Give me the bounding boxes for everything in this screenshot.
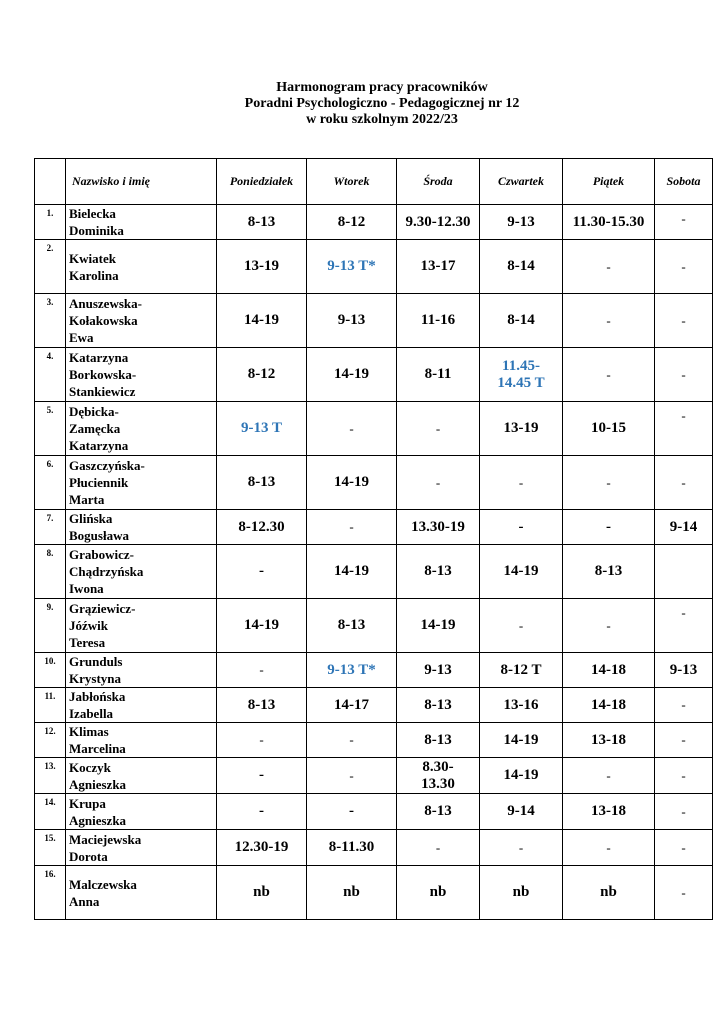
schedule-cell xyxy=(307,688,397,723)
table-row xyxy=(35,723,713,758)
cell-text: - xyxy=(518,518,524,535)
name-line: Kołakowska xyxy=(69,313,138,328)
table-row xyxy=(35,402,713,456)
schedule-cell xyxy=(563,294,655,348)
cell-text: 8-13 xyxy=(424,803,452,819)
name-line: Teresa xyxy=(69,635,106,650)
cell-text: 14-19 xyxy=(503,767,539,783)
row-number: 1. xyxy=(35,205,66,240)
cell-text: - xyxy=(259,563,264,579)
header-cell: Nazwisko i imię xyxy=(66,159,217,205)
name-line: Anuszewska- xyxy=(69,296,142,311)
schedule-cell xyxy=(397,510,480,545)
name-line: Grąziewicz- xyxy=(69,601,136,616)
schedule-cell xyxy=(397,830,480,866)
schedule-cell xyxy=(217,510,307,545)
cell-text: - xyxy=(435,474,441,490)
header-cell: Wtorek xyxy=(307,159,397,205)
schedule-cell xyxy=(217,348,307,402)
name-line: Malczewska xyxy=(69,876,137,892)
schedule-cell xyxy=(563,830,655,866)
name-line: Iwona xyxy=(69,581,104,596)
schedule-table xyxy=(34,158,713,920)
cell-text: - xyxy=(681,767,686,783)
cell-text: 12.30-19 xyxy=(234,839,289,855)
cell-text: - xyxy=(681,697,686,712)
table-row xyxy=(35,205,713,240)
employee-name xyxy=(66,758,217,794)
employee-name xyxy=(66,653,217,688)
cell-text: nb xyxy=(600,884,617,900)
schedule-cell xyxy=(217,294,307,348)
cell-text: - xyxy=(518,474,524,490)
header-cell: Czwartek xyxy=(480,159,563,205)
schedule-cell xyxy=(397,402,480,456)
cell-text: 9-14 xyxy=(507,803,535,819)
schedule-cell xyxy=(397,348,480,402)
employee-name xyxy=(66,294,217,348)
name-line: Katarzyna xyxy=(69,350,129,365)
cell-text: 11.45- xyxy=(502,357,540,374)
schedule-cell xyxy=(307,510,397,545)
name-line: Zamęcka xyxy=(69,421,121,436)
header-cell: Piątek xyxy=(563,159,655,205)
schedule-cell xyxy=(480,599,563,653)
cell-text: 13.30-19 xyxy=(411,518,465,535)
schedule-cell xyxy=(655,830,713,866)
schedule-cell xyxy=(397,205,480,240)
schedule-cell xyxy=(563,723,655,758)
schedule-cell xyxy=(563,599,655,653)
employee-name xyxy=(66,510,217,545)
name-line: Bogusława xyxy=(69,528,129,543)
schedule-cell xyxy=(480,456,563,510)
cell-text: 8-13 xyxy=(247,213,276,230)
schedule-cell xyxy=(563,510,655,545)
schedule-cell xyxy=(563,866,655,920)
schedule-cell xyxy=(480,402,563,456)
cell-text: 10-15 xyxy=(591,420,626,436)
name-line: Krystyna xyxy=(69,671,121,686)
schedule-cell xyxy=(563,348,655,402)
schedule-cell xyxy=(563,653,655,688)
schedule-cell xyxy=(307,294,397,348)
cell-text: 8-12.30 xyxy=(238,518,285,535)
cell-text: 8-12 xyxy=(337,213,366,230)
schedule-cell xyxy=(217,830,307,866)
cell-text: - xyxy=(681,312,686,328)
cell-text: 11.30-15.30 xyxy=(572,213,645,230)
schedule-cell xyxy=(655,294,713,348)
schedule-cell xyxy=(307,866,397,920)
schedule-cell xyxy=(655,758,713,794)
schedule-cell xyxy=(655,866,713,920)
cell-text: 8-12 xyxy=(247,366,276,382)
cell-text: - xyxy=(349,767,354,783)
table-row xyxy=(35,240,713,294)
cell-text: nb xyxy=(429,884,447,900)
table-row xyxy=(35,866,713,920)
schedule-cell xyxy=(563,456,655,510)
schedule-cell xyxy=(655,599,713,653)
cell-text: 14-18 xyxy=(591,661,626,678)
schedule-cell xyxy=(217,456,307,510)
cell-text: - xyxy=(606,474,611,490)
cell-text: - xyxy=(606,839,611,855)
row-number: 15. xyxy=(35,830,66,866)
table-row xyxy=(35,510,713,545)
schedule-cell xyxy=(655,653,713,688)
name-line: Kwiatek xyxy=(69,250,116,266)
employee-name xyxy=(66,205,217,240)
schedule-cell xyxy=(655,723,713,758)
cell-text: 8-13 xyxy=(424,563,452,579)
header-cell: Sobota xyxy=(655,159,713,205)
table-row xyxy=(35,599,713,653)
cell-text: - xyxy=(259,662,264,677)
schedule-cell xyxy=(480,758,563,794)
row-number: 2. xyxy=(35,240,66,294)
schedule-cell xyxy=(480,205,563,240)
schedule-cell xyxy=(563,688,655,723)
name-line: Grunduls xyxy=(69,654,123,669)
name-line: Krupa xyxy=(69,795,106,811)
name-line: Dębicka- xyxy=(69,404,119,419)
employee-name xyxy=(66,402,217,456)
cell-text: - xyxy=(681,732,686,747)
schedule-cell xyxy=(217,402,307,456)
cell-text: 8-13 xyxy=(594,563,623,579)
cell-text: - xyxy=(681,258,686,274)
cell-text: 9-13 T xyxy=(241,420,282,436)
cell-text: 8-13 xyxy=(247,474,276,490)
cell-text: - xyxy=(681,366,686,382)
schedule-cell xyxy=(480,866,563,920)
name-line: Gaszczyńska- xyxy=(69,458,145,473)
table-row xyxy=(35,758,713,794)
schedule-cell xyxy=(655,456,713,510)
cell-text: 13-17 xyxy=(420,258,456,274)
schedule-cell xyxy=(655,510,713,545)
cell-text: 8-11 xyxy=(424,366,452,382)
cell-text: 9-13 xyxy=(337,312,366,328)
schedule-cell xyxy=(397,240,480,294)
schedule-cell xyxy=(397,294,480,348)
schedule-cell xyxy=(217,205,307,240)
cell-text: 14-19 xyxy=(503,563,539,579)
cell-text: 9-13 xyxy=(424,661,452,678)
schedule-cell xyxy=(563,758,655,794)
employee-name xyxy=(66,348,217,402)
cell-text: 13-18 xyxy=(591,731,626,748)
name-line: Marcelina xyxy=(69,741,126,756)
cell-text: 14-19 xyxy=(334,474,369,490)
employee-name xyxy=(66,866,217,920)
employee-name xyxy=(66,240,217,294)
schedule-cell xyxy=(397,688,480,723)
name-line: Grabowicz- xyxy=(69,547,134,562)
cell-text: - xyxy=(518,839,524,855)
name-line: Dorota xyxy=(69,848,108,864)
cell-text: 9-13 T* xyxy=(327,258,376,274)
cell-text: 14-19 xyxy=(334,366,369,382)
schedule-cell xyxy=(480,545,563,599)
schedule-cell xyxy=(307,723,397,758)
name-line: Płuciennik xyxy=(69,475,129,490)
schedule-cell xyxy=(480,348,563,402)
row-number: 7. xyxy=(35,510,66,545)
schedule-cell xyxy=(480,510,563,545)
schedule-cell xyxy=(397,794,480,830)
schedule-cell xyxy=(655,240,713,294)
cell-text: 14-18 xyxy=(591,696,626,713)
schedule-cell xyxy=(307,545,397,599)
table-row xyxy=(35,794,713,830)
header-row xyxy=(35,159,713,205)
schedule-cell xyxy=(217,758,307,794)
table-row xyxy=(35,456,713,510)
table-row xyxy=(35,653,713,688)
cell-text: 13.30 xyxy=(421,775,455,792)
cell-text: 13-19 xyxy=(503,420,539,436)
schedule-cell xyxy=(307,599,397,653)
table-row xyxy=(35,294,713,348)
schedule-cell xyxy=(480,723,563,758)
cell-text: nb xyxy=(343,884,360,900)
cell-text: - xyxy=(681,211,686,226)
cell-text: 13-18 xyxy=(591,803,626,819)
schedule-cell xyxy=(217,240,307,294)
cell-text: 9-13 T* xyxy=(327,661,376,678)
header-cell: Poniedziałek xyxy=(217,159,307,205)
cell-text: 13-19 xyxy=(244,258,279,274)
cell-text: - xyxy=(681,803,686,819)
cell-text: - xyxy=(606,617,611,633)
cell-text: 14-19 xyxy=(244,617,279,633)
cell-text: - xyxy=(606,258,611,274)
cell-text: 8-13 xyxy=(247,696,276,713)
schedule-cell xyxy=(480,294,563,348)
employee-name xyxy=(66,545,217,599)
schedule-cell xyxy=(655,205,713,240)
schedule-cell xyxy=(563,205,655,240)
cell-text: - xyxy=(606,767,611,783)
schedule-cell xyxy=(397,599,480,653)
cell-text: - xyxy=(681,474,686,490)
cell-text: 13-16 xyxy=(503,696,539,713)
title-line-3: w roku szkolnym 2022/23 xyxy=(306,112,458,127)
cell-text: - xyxy=(349,803,354,819)
cell-text: nb xyxy=(253,884,270,900)
name-line: Stankiewicz xyxy=(69,384,136,399)
cell-text: - xyxy=(259,803,264,819)
schedule-cell xyxy=(217,599,307,653)
employee-name xyxy=(66,456,217,510)
cell-text: - xyxy=(349,732,354,747)
cell-text: 8-14 xyxy=(507,258,535,274)
document-title xyxy=(0,80,724,128)
schedule-cell xyxy=(397,653,480,688)
name-line: Klimas xyxy=(69,724,109,739)
cell-text: 9-13 xyxy=(669,661,698,678)
cell-text: 14-19 xyxy=(503,731,539,748)
row-number: 3. xyxy=(35,294,66,348)
cell-text: 14-19 xyxy=(244,312,279,328)
cell-text: - xyxy=(259,732,264,747)
employee-name xyxy=(66,688,217,723)
schedule-cell xyxy=(307,205,397,240)
schedule-cell xyxy=(397,723,480,758)
row-number: 12. xyxy=(35,723,66,758)
schedule-cell xyxy=(397,456,480,510)
name-line: Marta xyxy=(69,492,105,507)
header-cell xyxy=(35,159,66,205)
schedule-cell xyxy=(397,545,480,599)
schedule-cell xyxy=(563,545,655,599)
name-line: Karolina xyxy=(69,267,119,283)
cell-text: nb xyxy=(512,884,530,900)
row-number: 8. xyxy=(35,545,66,599)
name-line: Ewa xyxy=(69,330,94,345)
cell-text: - xyxy=(435,839,441,855)
name-line: Maciejewska xyxy=(69,831,142,847)
schedule-cell xyxy=(655,688,713,723)
schedule-cell xyxy=(217,653,307,688)
schedule-cell xyxy=(480,830,563,866)
schedule-cell xyxy=(307,830,397,866)
name-line: Agnieszka xyxy=(69,812,127,828)
row-number: 13. xyxy=(35,758,66,794)
title-line-2: Poradni Psychologiczno - Pedagogicznej nr 12 xyxy=(244,96,520,111)
header-cell: Środa xyxy=(397,159,480,205)
schedule-cell xyxy=(480,688,563,723)
employee-name xyxy=(66,830,217,866)
cell-text: 9.30-12.30 xyxy=(405,213,471,230)
schedule-cell xyxy=(480,794,563,830)
schedule-cell xyxy=(307,240,397,294)
schedule-cell xyxy=(397,866,480,920)
cell-text: - xyxy=(606,312,611,328)
cell-text: - xyxy=(606,518,611,535)
table-row xyxy=(35,348,713,402)
cell-text: 11-16 xyxy=(420,312,456,328)
employee-name xyxy=(66,723,217,758)
schedule-cell xyxy=(563,240,655,294)
name-line: Katarzyna xyxy=(69,438,129,453)
schedule-cell xyxy=(480,240,563,294)
table-row xyxy=(35,830,713,866)
row-number: 9. xyxy=(35,599,66,653)
cell-text: 8-14 xyxy=(507,312,535,328)
cell-text: - xyxy=(349,519,354,534)
name-line: Izabella xyxy=(69,706,114,721)
cell-text: - xyxy=(435,420,441,436)
schedule-cell xyxy=(655,348,713,402)
name-line: Agnieszka xyxy=(69,776,127,792)
cell-text: 14.45 T xyxy=(497,374,545,391)
cell-text: - xyxy=(518,617,524,633)
cell-text: 8-11.30 xyxy=(328,839,375,855)
cell-text: 14-19 xyxy=(334,563,369,579)
name-line: Anna xyxy=(69,893,100,909)
schedule-cell xyxy=(655,402,713,456)
cell-text: 9-13 xyxy=(507,213,535,230)
schedule-cell xyxy=(307,758,397,794)
schedule-cell xyxy=(563,794,655,830)
row-number: 6. xyxy=(35,456,66,510)
cell-text: 8-13 xyxy=(337,617,366,633)
name-line: Koczyk xyxy=(69,759,111,775)
cell-text: 8-13 xyxy=(424,696,452,713)
schedule-cell xyxy=(307,402,397,456)
schedule-cell xyxy=(307,456,397,510)
schedule-cell xyxy=(307,794,397,830)
schedule-cell xyxy=(307,653,397,688)
cell-text: - xyxy=(681,408,686,423)
cell-text: 14-19 xyxy=(420,617,456,633)
schedule-cell xyxy=(307,348,397,402)
name-line: Borkowska- xyxy=(69,367,137,382)
name-line: Jabłońska xyxy=(69,689,126,704)
schedule-cell xyxy=(217,688,307,723)
cell-text: 8-12 T xyxy=(500,661,542,678)
schedule-cell xyxy=(217,545,307,599)
schedule-cell xyxy=(480,653,563,688)
name-line: Jóźwik xyxy=(69,618,108,633)
row-number: 16. xyxy=(35,866,66,920)
row-number: 14. xyxy=(35,794,66,830)
cell-text: 14-17 xyxy=(334,696,369,713)
row-number: 5. xyxy=(35,402,66,456)
cell-text: - xyxy=(681,884,686,900)
schedule-cell xyxy=(217,794,307,830)
schedule-cell xyxy=(217,723,307,758)
cell-text: - xyxy=(681,839,686,855)
name-line: Bielecka xyxy=(69,206,116,221)
name-line: Chądrzyńska xyxy=(69,564,144,579)
schedule-cell xyxy=(397,758,480,794)
schedule-cell xyxy=(655,794,713,830)
cell-text: 9-14 xyxy=(669,518,698,535)
table-row xyxy=(35,688,713,723)
name-line: Dominika xyxy=(69,223,124,238)
cell-text: - xyxy=(349,420,354,436)
cell-text: - xyxy=(681,605,686,620)
row-number: 10. xyxy=(35,653,66,688)
employee-name xyxy=(66,794,217,830)
schedule-cell xyxy=(563,402,655,456)
employee-name xyxy=(66,599,217,653)
cell-text: 8.30- xyxy=(422,758,454,775)
schedule-cell xyxy=(655,545,713,599)
schedule-cell xyxy=(217,866,307,920)
name-line: Glińska xyxy=(69,511,113,526)
table-row xyxy=(35,545,713,599)
row-number: 11. xyxy=(35,688,66,723)
title-line-1: Harmonogram pracy pracowników xyxy=(276,80,488,95)
cell-text: - xyxy=(606,366,611,382)
cell-text: - xyxy=(259,767,264,783)
cell-text: 8-13 xyxy=(424,731,452,748)
row-number: 4. xyxy=(35,348,66,402)
